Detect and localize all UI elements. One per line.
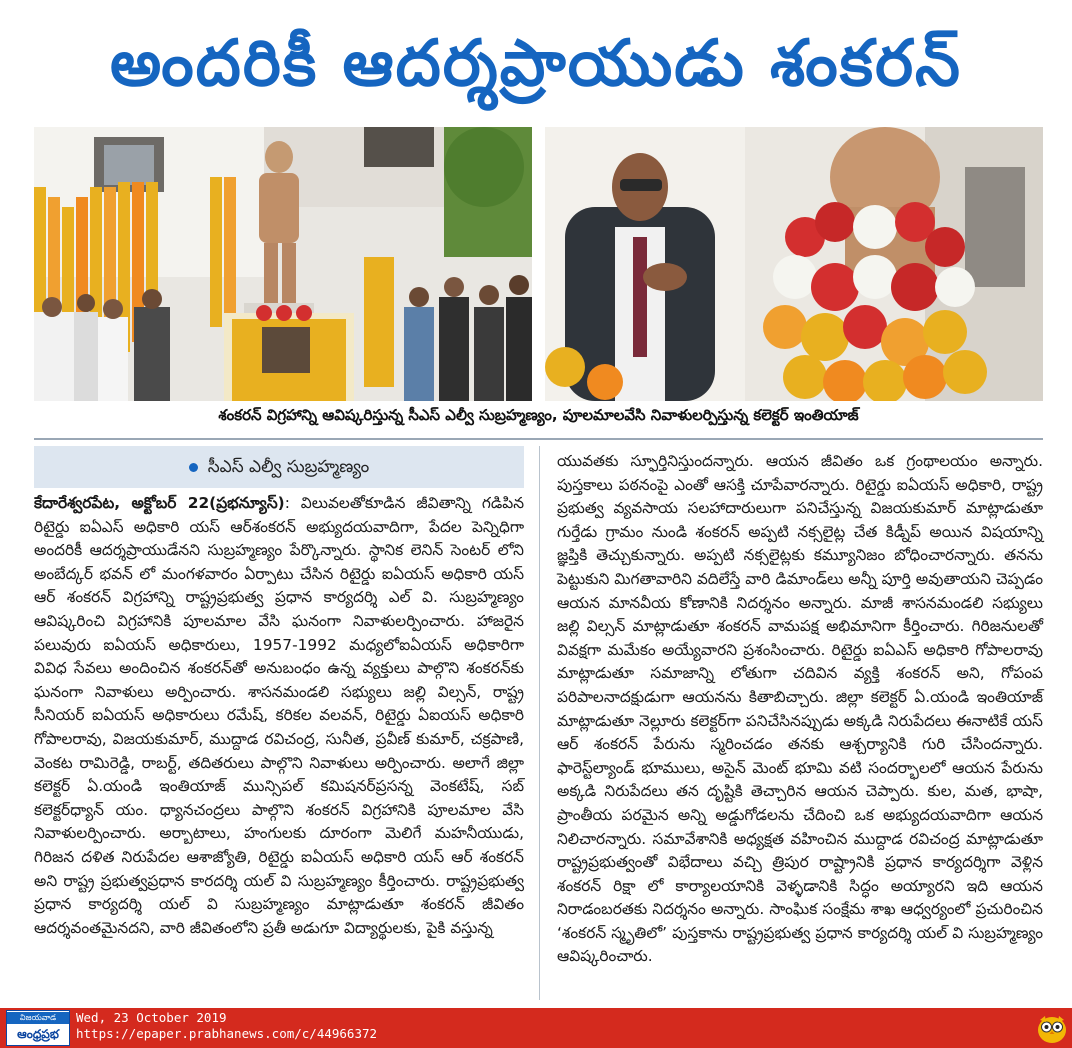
- photo-caption: శంకరన్ విగ్రహాన్ని ఆవిష్కరిస్తున్న సీఎస్ ఎల్వీ సుబ్రహ్మణ్యం, పూలమాలవేసి నివాళులర్పిస్తున్న కలెక్టర్ ఇంతియాజ్: [218, 406, 859, 424]
- footer-url[interactable]: https://epaper.prabhanews.com/c/44966372: [76, 1026, 378, 1041]
- headline: అందరికీ ఆదర్శప్రాయుడు శంకరన్: [110, 27, 962, 101]
- bullet-icon: [189, 463, 198, 472]
- byline-text: సీఎస్ ఎల్వీ సుబ్రహ్మణ్యం: [207, 457, 370, 477]
- article-column-right: [557, 450, 1043, 969]
- article-paragraph: [34, 492, 524, 940]
- statue-unveiling-illustration: [34, 127, 532, 401]
- footer-date: Wed, 23 October 2019: [76, 1010, 227, 1025]
- column-divider: [539, 446, 540, 1000]
- edition-city: విజయవాడ: [7, 1012, 69, 1024]
- publication-name: ఆంధ్రప్రభ: [17, 1027, 59, 1041]
- dateline: కేదారేశ్వరపేట, అక్టోబర్ 22(ప్రభన్యూస్): [34, 494, 285, 512]
- section-rule: [34, 438, 1043, 440]
- collector-tribute-illustration: [545, 127, 1043, 401]
- article-text-left: : విలువలతోకూడిన జీవితాన్ని గడిపిన రిటైర్డు ఐఏఎస్ అధికారి యస్ ఆర్‌శంకరన్ అభ్యుదయవాదిగా, పేదల పెన్నిధిగా అందరికీ ఆదర్శప్రాయుడేనని సుబ్రహ్మణ్యం పేర్కొన్నారు. స్థానిక లెనిన్ సెంటర్ లోని అంబేద్కర్ భవన్ లో మంగళవారం ఏర్పాటు చేసిన రిటైర్డు ఐఏయస్ అధికారి యస్ ఆర్ శంకరన్ విగ్రహాన్ని రాష్ట్రప్రభుత్వ ప్రధాన కార్యదర్శి ఎల్ వి. సుబ్రహ్మణ్యం ఆవిష్కరించి విగ్రహానికి పూలమాల వేసి ఘనంగా నివాళులర్పించారు. హాజరైన పలువురు ఐఏయస్ అధికారులు, 1957-1992 మధ్యలోఐఏయస్ అధికారిగా వివిధ సేవలు అందించిన శంకరన్‌తో అనుబంధం ఉన్న వ్యక్తులు పాల్గొని శంకరన్‌కు ఘనంగా నివాళులు అర్పించారు. శాసనమండలి సభ్యులు జల్లి విల్సన్, రాష్ట్ర సీనియర్ ఐఏయస్ అధికారులు రమేష్, కరికల వలవన్, రిటైర్డు ఏఐయస్ అధికారి గోపాలరావు, విజయకుమార్, ముద్దాడ రవిచంద్ర, సునీత, ప్రవీణ్ కుమార్, చక్రపాణి, వెంకట రామిరెడ్డి, రాబర్ట్, తదితరులు పాల్గొని నివాళులు అర్పించారు. అలాగే జిల్లా కలెక్టర్ ఏ.యండి ఇంతియాజ్ మున్సిపల్ కమిషనర్‌ప్రసన్న వెంకటేష్, సబ్ కలెక్టర్‌ధ్యాన్ యం. ధ్యానచంద్రలు పాల్గొని శంకరన్ విగ్రహానికి పూలమాల వేసి నివాళులర్పించారు. అర్బాటాలు, హంగులకు దూరంగా మెలిగే మహనీయుడు, గిరిజన దళిత నిరుపేదల ఆశాజ్యోతి, రిటైర్డు ఐఏయస్ అధికారి యస్ ఆర్ శంకరన్ అని రాష్ట్ర ప్రభుత్వప్రధాన కారదర్శి యల్ వి సుబ్రహ్మణ్యం కీర్తించారు. రాష్ట్రప్రభుత్వ ప్రధాన కార్యదర్శి యల్ వి సుబ్రహ్మణ్యం మాట్లాడుతూ శంకరన్ జీవితం ఆదర్శవంతమైనదని, వారి జీవితంలోని ప్రతీ అడుగూ విద్యార్థులకు, పైకి వస్తున్న: [34, 494, 525, 937]
- edition-logo: [6, 1010, 70, 1046]
- article-text-right: యువతకు స్ఫూర్తినిస్తుందన్నారు. ఆయన జీవితం ఒక గ్రంథాలయం అన్నారు. పుస్తకాలు పఠనంపై ఎంతో ఆసక్తి చూపేవారన్నారు. రిటైర్డు ఐఏయస్ అధికారి, రాష్ట్ర ప్రభుత్వ వ్యవసాయ సలహాదారులుగా పనిచేస్తున్న విజయకుమార్ మాట్లాడుతూ గుర్తేడు గ్రామం నుండి శంకరన్ అప్పటి నక్సలైట్ల చేత కిడ్నీప్ అయిన విషయాన్ని జ్ఞప్తికి తెచ్చుకున్నారు. అప్పటి నక్సలైట్లకు కమ్యూనిజం బోధించారన్నారు. తనను పెట్టుకుని మిగతావారిని వదిలేస్తే వారి డిమాండ్‌లు అన్నీ పూర్తి అవుతాయని చెప్పడం ఆయన మానవీయ కోణానికి నిదర్శనం అన్నారు. మాజీ శాసనమండలి సభ్యులు జల్లి విల్సన్ మాట్లాడుతూ శంకరన్ వామపక్ష అభిమానిగా కీర్తించారు. గిరిజనులతో వివక్షగా మమేకం అయ్యేవారని ప్రశంసించారు. రిటైర్డు ఐఏఎస్ అధికారి గోపాలరావు మాట్లాడుతూ సమాజాన్ని లోతుగా చదివిన వ్యక్తి శంకరన్ అని, గోపంప పరిపాలనాదక్షుడుగా ఆయనను కితాబిచ్చారు. జిల్లా కలెక్టర్ ఏ.యండి ఇంతియాజ్ మాట్లాడుతూ నెల్లూరు కలెక్టర్‌గా పనిచేసినప్పుడు అక్కడి నిరుపేదలు ఈనాటికే యస్ ఆర్ శంకరన్ పేరును స్మరించడం తనకు ఆశ్చర్యానికి గురి చేసిందన్నారు. ఫారెస్ట్‌ల్యాండ్ భూములు, అసైన్ మెంట్ భూమి వటి సందర్భాలలో ఆయన పేరును అక్కడి నిరుపేదలు తన దృష్టికి తెచ్చారిన ఆయన చెప్పారు. కుల, మత, భాషా, ప్రాంతీయ పరమైన అన్ని అడ్డుగోడలను చేదించి ఒక అభ్యుదయవాదిగా ఆయన నిలిచారన్నారు. సమావేశానికి అధ్యక్షత వహించిన ముద్దాడ రవిచంద్ర మాట్లాడుతూ రాష్ట్రప్రభుత్వంతో విభేదాలు వచ్చి త్రిపుర రాష్ట్రానికి ప్రధాన కార్యదర్శిగా వెళ్లిన శంకరన్ రిక్షా లో కార్యాలయానికి వెళ్ళడానికి సిద్ధం అయ్యారని ఇది ఆయన నిరాడంబరతకు నిదర్శనం అన్నారు. సాంఘిక సంక్షేమ శాఖ ఆధ్వర్యంలో ప్రచురించిన ‘శంకరన్ స్మృతిలో’ పుస్తకాను రాష్ట్రప్రభుత్వ ప్రధాన కార్యదర్శి యల్ వి సుబ్రహ్మణ్యం ఆవిష్కరించారు.: [557, 452, 1043, 966]
- collector-tribute-photo: [545, 127, 1043, 401]
- footer-info: [76, 1010, 377, 1042]
- owl-icon: [1036, 1012, 1068, 1044]
- statue-unveiling-photo: [34, 127, 532, 401]
- article-column-left: [34, 492, 524, 940]
- byline: [34, 446, 524, 488]
